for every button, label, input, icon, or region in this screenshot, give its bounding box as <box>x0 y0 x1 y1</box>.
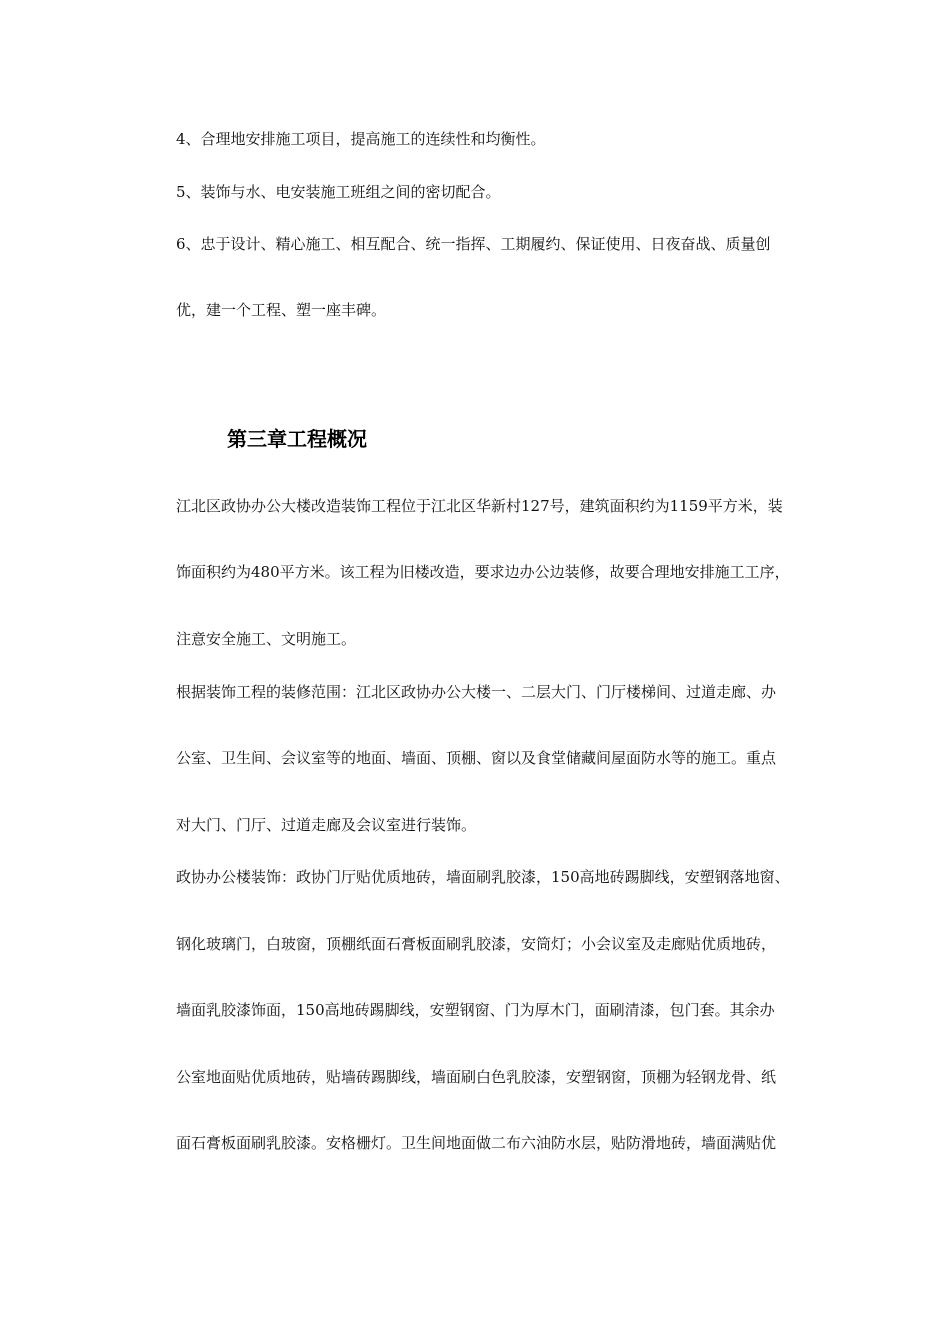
list-item-6-continued: 优，建一个工程、塑一座丰碑。 <box>176 301 387 319</box>
overview-line-1: 江北区政协办公大楼改造装饰工程位于江北区华新村127号，建筑面积约为1159平方米，装 <box>176 497 783 515</box>
decoration-line-3: 墙面乳胶漆饰面，150高地砖踢脚线，安塑钢窗、门为厚木门，面刷清漆，包门套。其余办 <box>176 1001 775 1019</box>
decoration-line-1: 政协办公楼装饰：政协门厅贴优质地砖，墙面刷乳胶漆，150高地砖踢脚线，安塑钢落地窗、 <box>176 868 790 886</box>
decoration-line-4: 公室地面贴优质地砖，贴墙砖踢脚线，墙面刷白色乳胶漆，安塑钢窗，顶棚为轻钢龙骨、纸 <box>176 1068 777 1086</box>
scope-line-3: 对大门、门厅、过道走廊及会议室进行装饰。 <box>176 816 477 834</box>
scope-line-2: 公室、卫生间、会议室等的地面、墙面、顶棚、窗以及食堂储藏间屋面防水等的施工。重点 <box>176 749 777 767</box>
overview-line-2: 饰面积约为480平方米。该工程为旧楼改造，要求边办公边装修，故要合理地安排施工工序， <box>176 563 790 581</box>
overview-line-3: 注意安全施工、文明施工。 <box>176 630 357 648</box>
decoration-line-2: 钢化玻璃门，白玻窗，顶棚纸面石膏板面刷乳胶漆，安筒灯；小会议室及走廊贴优质地砖， <box>176 935 777 953</box>
list-item-5: 5、装饰与水、电安装施工班组之间的密切配合。 <box>176 183 501 201</box>
scope-line-1: 根据装饰工程的装修范围：江北区政协办公大楼一、二层大门、门厅楼梯间、过道走廊、办 <box>176 683 777 701</box>
list-item-6: 6、忠于设计、精心施工、相互配合、统一指挥、工期履约、保证使用、日夜奋战、质量创 <box>176 235 771 253</box>
chapter-title: 第三章工程概况 <box>227 427 367 451</box>
decoration-line-5: 面石膏板面刷乳胶漆。安格栅灯。卫生间地面做二布六油防水层，贴防滑地砖，墙面满贴优 <box>176 1134 777 1152</box>
list-item-4: 4、合理地安排施工项目，提高施工的连续性和均衡性。 <box>176 130 546 148</box>
